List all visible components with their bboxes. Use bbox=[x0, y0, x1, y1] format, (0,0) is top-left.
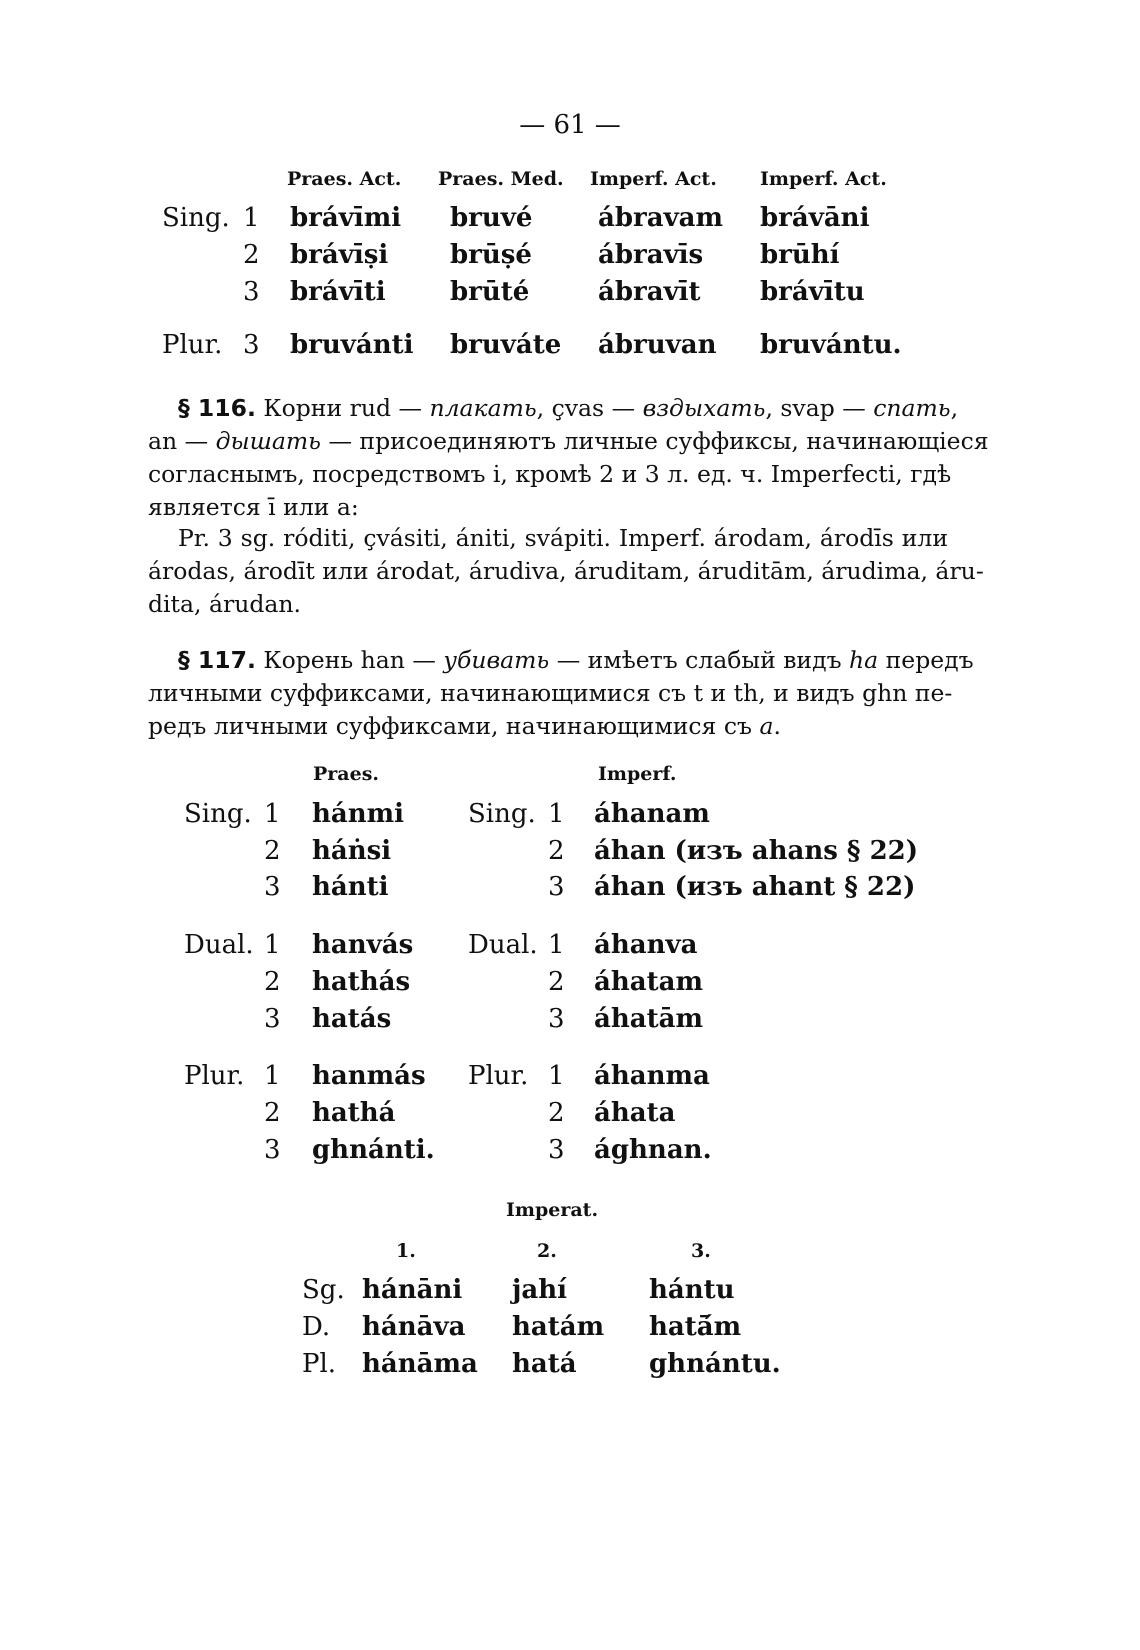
table1-row-num: 2 bbox=[243, 240, 260, 270]
imperat-cell: hatá bbox=[512, 1349, 577, 1379]
section-number: § 116. bbox=[178, 394, 256, 422]
table1-cell: bruváte bbox=[450, 330, 562, 360]
table2-praes: háṅsi bbox=[312, 836, 392, 866]
table2-praes: hatás bbox=[312, 1004, 392, 1034]
table2-praes: ghnánti. bbox=[312, 1135, 435, 1165]
imperat-col-header: 2. bbox=[537, 1240, 557, 1262]
table1-cell: bruvánti bbox=[290, 330, 414, 360]
section-number: § 117. bbox=[178, 646, 256, 674]
table1-row-num: 3 bbox=[243, 277, 260, 307]
table2-praes: hánti bbox=[312, 872, 389, 902]
table2-imperf: áhatām bbox=[594, 1004, 703, 1034]
imperat-row-label: D. bbox=[302, 1312, 331, 1342]
table1-cell: ábravīt bbox=[598, 277, 701, 307]
table2-praes: hathás bbox=[312, 967, 411, 997]
table2-num: 2 bbox=[264, 836, 281, 866]
imperat-cell: jahí bbox=[512, 1275, 568, 1305]
table2-imperf: áhanva bbox=[594, 930, 698, 960]
table2-num: 3 bbox=[548, 872, 565, 902]
table2-num: 1 bbox=[548, 930, 565, 960]
table2-num: 3 bbox=[548, 1004, 565, 1034]
page-number: — 61 — bbox=[519, 110, 621, 140]
imperat-cell: hánāva bbox=[362, 1312, 466, 1342]
imperat-cell: hatā́m bbox=[649, 1312, 742, 1342]
table2-num: 3 bbox=[264, 1135, 281, 1165]
imperat-cell: hatám bbox=[512, 1312, 605, 1342]
table2-praes: hanmás bbox=[312, 1061, 426, 1091]
imperat-cell: hánāma bbox=[362, 1349, 478, 1379]
table2-num: 1 bbox=[548, 1061, 565, 1091]
imperat-cell: hánāni bbox=[362, 1275, 463, 1305]
table2-group-label: Plur. bbox=[184, 1061, 245, 1091]
paragraph-line: § 116. Корни rud — плакать, çvas — вздыхать, svap — спать, bbox=[178, 394, 959, 422]
paragraph-line: редъ личными суффиксами, начинающимися съ a. bbox=[148, 712, 781, 740]
imperat-col-header: 1. bbox=[396, 1240, 416, 1262]
paragraph-line: dita, árudan. bbox=[148, 590, 301, 618]
table2-num: 2 bbox=[264, 967, 281, 997]
table1-cell: bruvé bbox=[450, 203, 533, 233]
table1-cell: brávīti bbox=[290, 277, 386, 307]
paragraph-line: является ī или a: bbox=[148, 493, 359, 521]
table2-num: 1 bbox=[548, 799, 565, 829]
paragraph-line: an — дышать — присоединяютъ личные суффиксы, начинающіеся bbox=[148, 427, 989, 455]
table2-num: 1 bbox=[264, 799, 281, 829]
table2-imperf: áhan (изъ ahant § 22) bbox=[594, 872, 916, 902]
table1-cell: brávāni bbox=[760, 203, 870, 233]
table1-cell: ábravam bbox=[598, 203, 724, 233]
paragraph-117 bbox=[148, 644, 974, 743]
table2-praes: hathá bbox=[312, 1098, 396, 1128]
table1-cell: ábravīs bbox=[598, 240, 704, 270]
table2-header-imperf: Imperf. bbox=[598, 763, 677, 785]
table2-praes: hanvás bbox=[312, 930, 414, 960]
paragraph-line: Pr. 3 sg. róditi, çvásiti, ániti, svápiti. Imperf. árodam, árodīs или bbox=[178, 524, 948, 552]
table1-cell: bruvántu. bbox=[760, 330, 902, 360]
table1-cell: brávītu bbox=[760, 277, 865, 307]
table2-group-label: Plur. bbox=[468, 1061, 529, 1091]
table1-row-label: Sing. bbox=[162, 203, 230, 233]
table2-num: 1 bbox=[264, 930, 281, 960]
table2-praes: hánmi bbox=[312, 799, 405, 829]
imperat-row-label: Pl. bbox=[302, 1349, 337, 1379]
imperat-cell: ghnántu. bbox=[649, 1349, 781, 1379]
table2-imperf: áhanma bbox=[594, 1061, 710, 1091]
table2-num: 2 bbox=[548, 836, 565, 866]
table2-num: 2 bbox=[548, 967, 565, 997]
paragraph-116 bbox=[148, 392, 989, 524]
table1-header: Imperf. Act. bbox=[590, 168, 717, 190]
imperat-title: Imperat. bbox=[506, 1199, 599, 1221]
table2-header-praes: Praes. bbox=[313, 763, 380, 785]
paragraph-line: согласнымъ, посредствомъ i, кромѣ 2 и 3 л. ед. ч. Imperfecti, гдѣ bbox=[148, 460, 952, 488]
table2-num: 2 bbox=[264, 1098, 281, 1128]
paragraph-line: личными суффиксами, начинающимися съ t и th, и видъ ghn пе- bbox=[148, 679, 953, 707]
table1-cell: brūté bbox=[450, 277, 530, 307]
table2-num: 3 bbox=[548, 1135, 565, 1165]
table1-cell: brávīmi bbox=[290, 203, 402, 233]
table2-imperf: áhan (изъ ahans § 22) bbox=[594, 836, 919, 866]
imperat-cell: hántu bbox=[649, 1275, 735, 1305]
table1-header: Imperf. Act. bbox=[760, 168, 887, 190]
table2-group-label: Dual. bbox=[468, 930, 538, 960]
table2-num: 3 bbox=[264, 1004, 281, 1034]
table2-group-label: Sing. bbox=[184, 799, 252, 829]
table1-cell: brávīṣi bbox=[290, 240, 389, 270]
table1-cell: brūhí bbox=[760, 240, 840, 270]
table2-imperf: áhatam bbox=[594, 967, 703, 997]
imperat-col-header: 3. bbox=[691, 1240, 711, 1262]
table1-row-label: Plur. bbox=[162, 330, 223, 360]
paragraph-line: § 117. Корень han — убивать — имѣетъ слабый видъ ha передъ bbox=[178, 646, 974, 674]
table1-header: Praes. Med. bbox=[438, 168, 564, 190]
table1-row-num: 3 bbox=[243, 330, 260, 360]
table2-num: 2 bbox=[548, 1098, 565, 1128]
table1-cell: ábruvan bbox=[598, 330, 717, 360]
table1-row-num: 1 bbox=[243, 203, 260, 233]
table2-group-label: Dual. bbox=[184, 930, 254, 960]
imperat-row-label: Sg. bbox=[302, 1275, 345, 1305]
paragraph-line: árodas, árodīt или árodat, árudiva, áruditam, áruditām, árudima, áru- bbox=[148, 557, 984, 585]
table2-imperf: áhanam bbox=[594, 799, 710, 829]
paragraph-116-examples bbox=[148, 522, 984, 621]
table2-num: 3 bbox=[264, 872, 281, 902]
table2-imperf: ághnan. bbox=[594, 1135, 712, 1165]
table2-num: 1 bbox=[264, 1061, 281, 1091]
table1-header: Praes. Act. bbox=[287, 168, 402, 190]
table2-imperf: áhata bbox=[594, 1098, 676, 1128]
table1-cell: brūṣé bbox=[450, 240, 532, 270]
table2-group-label: Sing. bbox=[468, 799, 536, 829]
